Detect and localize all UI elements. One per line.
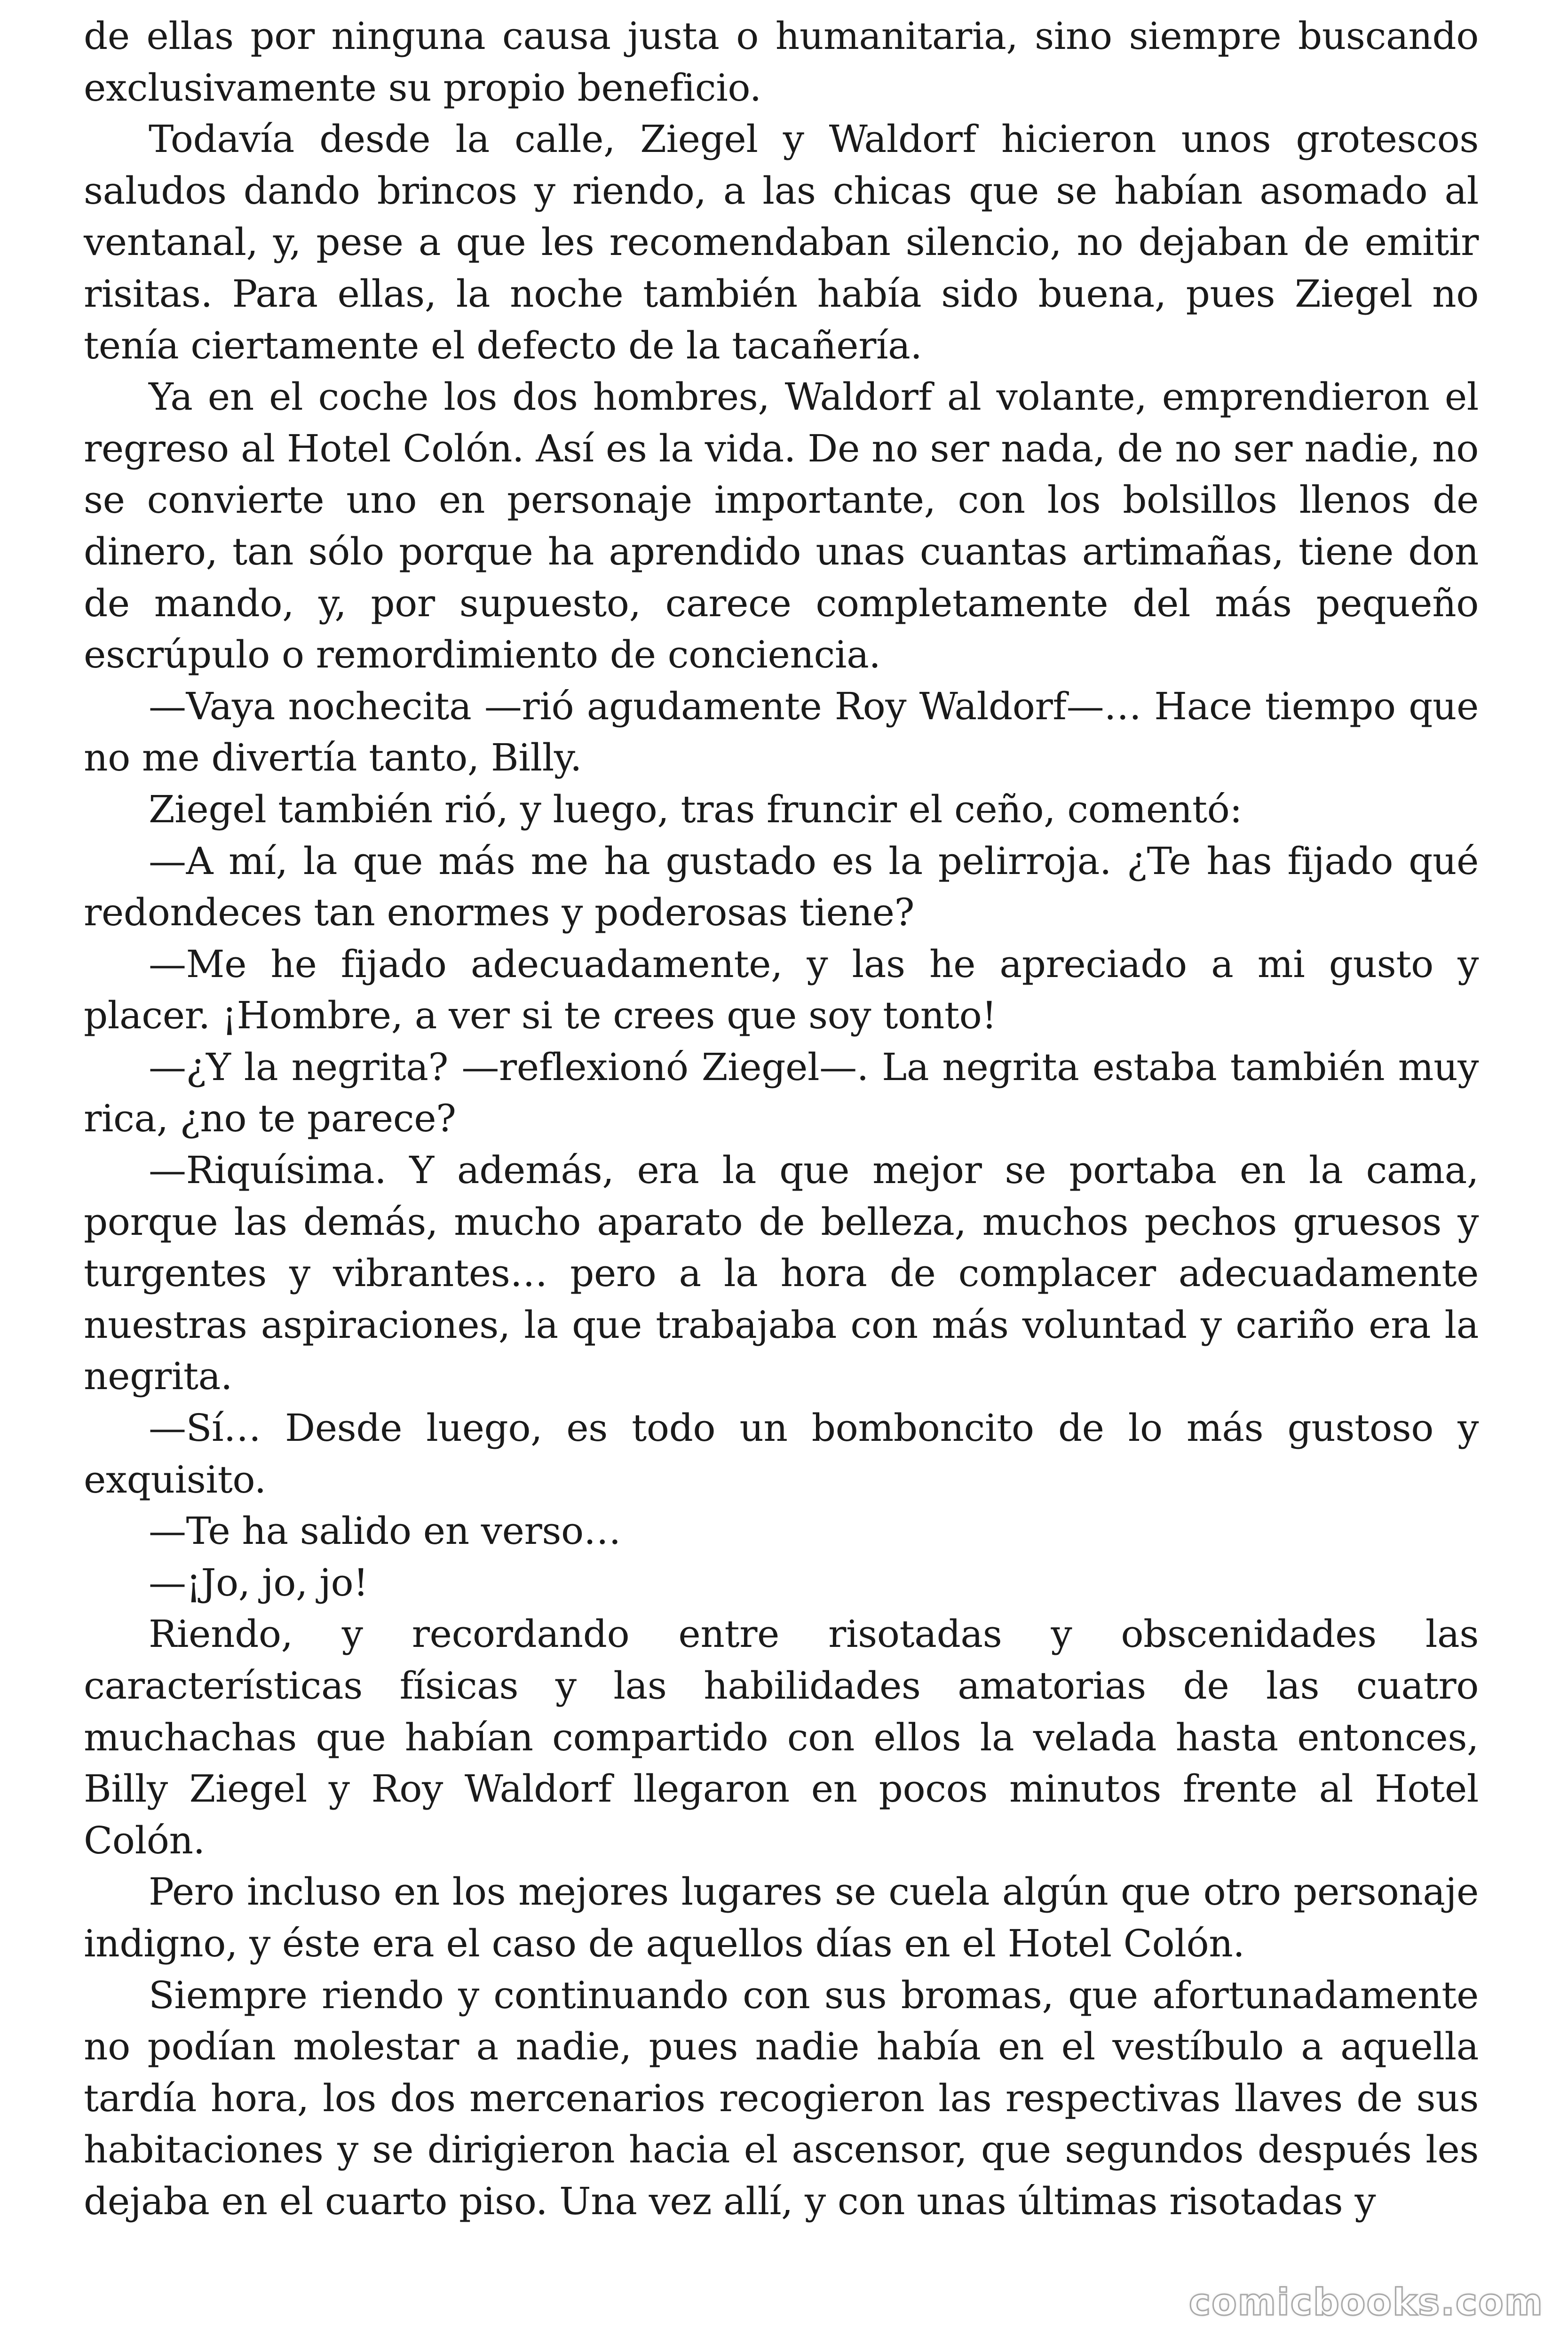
paragraph: Siempre riendo y continuando con sus bromas, que afortunadamente no podían molestar a nadie, pues nadie había en el vestíbulo a aquella tardía hora, los dos mercenarios recogieron las respectivas llaves de sus habitaciones y se dirigieron hacia el ascensor, que segundos después les dejaba en el cuarto piso. Una vez allí, y con unas últimas risotadas y bbox=[84, 1973, 1479, 2223]
paragraph: —Te ha salido en verso… bbox=[149, 1509, 621, 1553]
paragraph: Riendo, y recordando entre risotadas y obscenidades las características físicas y las habilidades amatorias de las cuatro muchachas que habían compartido con ellos la velada hasta entonces, Billy Ziegel y Roy Waldorf llegaron en pocos minutos frente al Hotel Colón. bbox=[84, 1612, 1479, 1862]
watermark-logo: comicbooks.com bbox=[1188, 2281, 1544, 2324]
paragraph: —A mí, la que más me ha gustado es la pelirroja. ¿Te has fijado qué redondeces tan enormes y poderosas tiene? bbox=[84, 839, 1479, 935]
paragraph: Ya en el coche los dos hombres, Waldorf al volante, emprendieron el regreso al Hotel Colón. Así es la vida. De no ser nada, de no ser nadie, no se convierte uno en personaje importante, con los bolsillos llenos de dinero, tan sólo porque ha aprendido unas cuantas artimañas, tiene don de mando, y, por supuesto, carece completamente del más pequeño escrúpulo o remordimiento de conciencia. bbox=[84, 375, 1479, 677]
paragraph: —Riquísima. Y además, era la que mejor se portaba en la cama, porque las demás, mucho aparato de belleza, muchos pechos gruesos y turgentes y vibrantes… pero a la hora de complacer adecuadamente nuestras aspiraciones, la que trabajaba con más voluntad y cariño era la negrita. bbox=[84, 1148, 1479, 1398]
paragraph: Ziegel también rió, y luego, tras fruncir el ceño, comentó: bbox=[149, 787, 1242, 831]
paragraph: —¡Jo, jo, jo! bbox=[149, 1560, 368, 1605]
paragraph: —Vaya nochecita —rió agudamente Roy Waldorf—… Hace tiempo que no me divertía tanto, Billy. bbox=[84, 684, 1479, 780]
paragraph: —Me he fijado adecuadamente, y las he apreciado a mi gusto y placer. ¡Hombre, a ver si te crees que soy tonto! bbox=[84, 942, 1479, 1038]
paragraph: —Sí… Desde luego, es todo un bomboncito de lo más gustoso y exquisito. bbox=[84, 1406, 1479, 1502]
paragraph: Todavía desde la calle, Ziegel y Waldorf hicieron unos grotescos saludos dando brincos y riendo, a las chicas que se habían asomado al ventanal, y, pese a que les recomendaban silencio, no dejaban de emitir risitas. Para ellas, la noche también había sido buena, pues Ziegel no tenía ciertamente el defecto de la tacañería. bbox=[84, 117, 1479, 367]
page-text-block bbox=[84, 10, 1479, 2334]
paragraph: Pero incluso en los mejores lugares se cuela algún que otro personaje indigno, y éste era el caso de aquellos días en el Hotel Colón. bbox=[84, 1870, 1479, 1965]
paragraph: de ellas por ninguna causa justa o humanitaria, sino siempre buscando exclusivamente su propio beneficio. bbox=[84, 14, 1479, 110]
paragraph: —¿Y la negrita? —reflexionó Ziegel—. La negrita estaba también muy rica, ¿no te parece? bbox=[84, 1045, 1479, 1141]
